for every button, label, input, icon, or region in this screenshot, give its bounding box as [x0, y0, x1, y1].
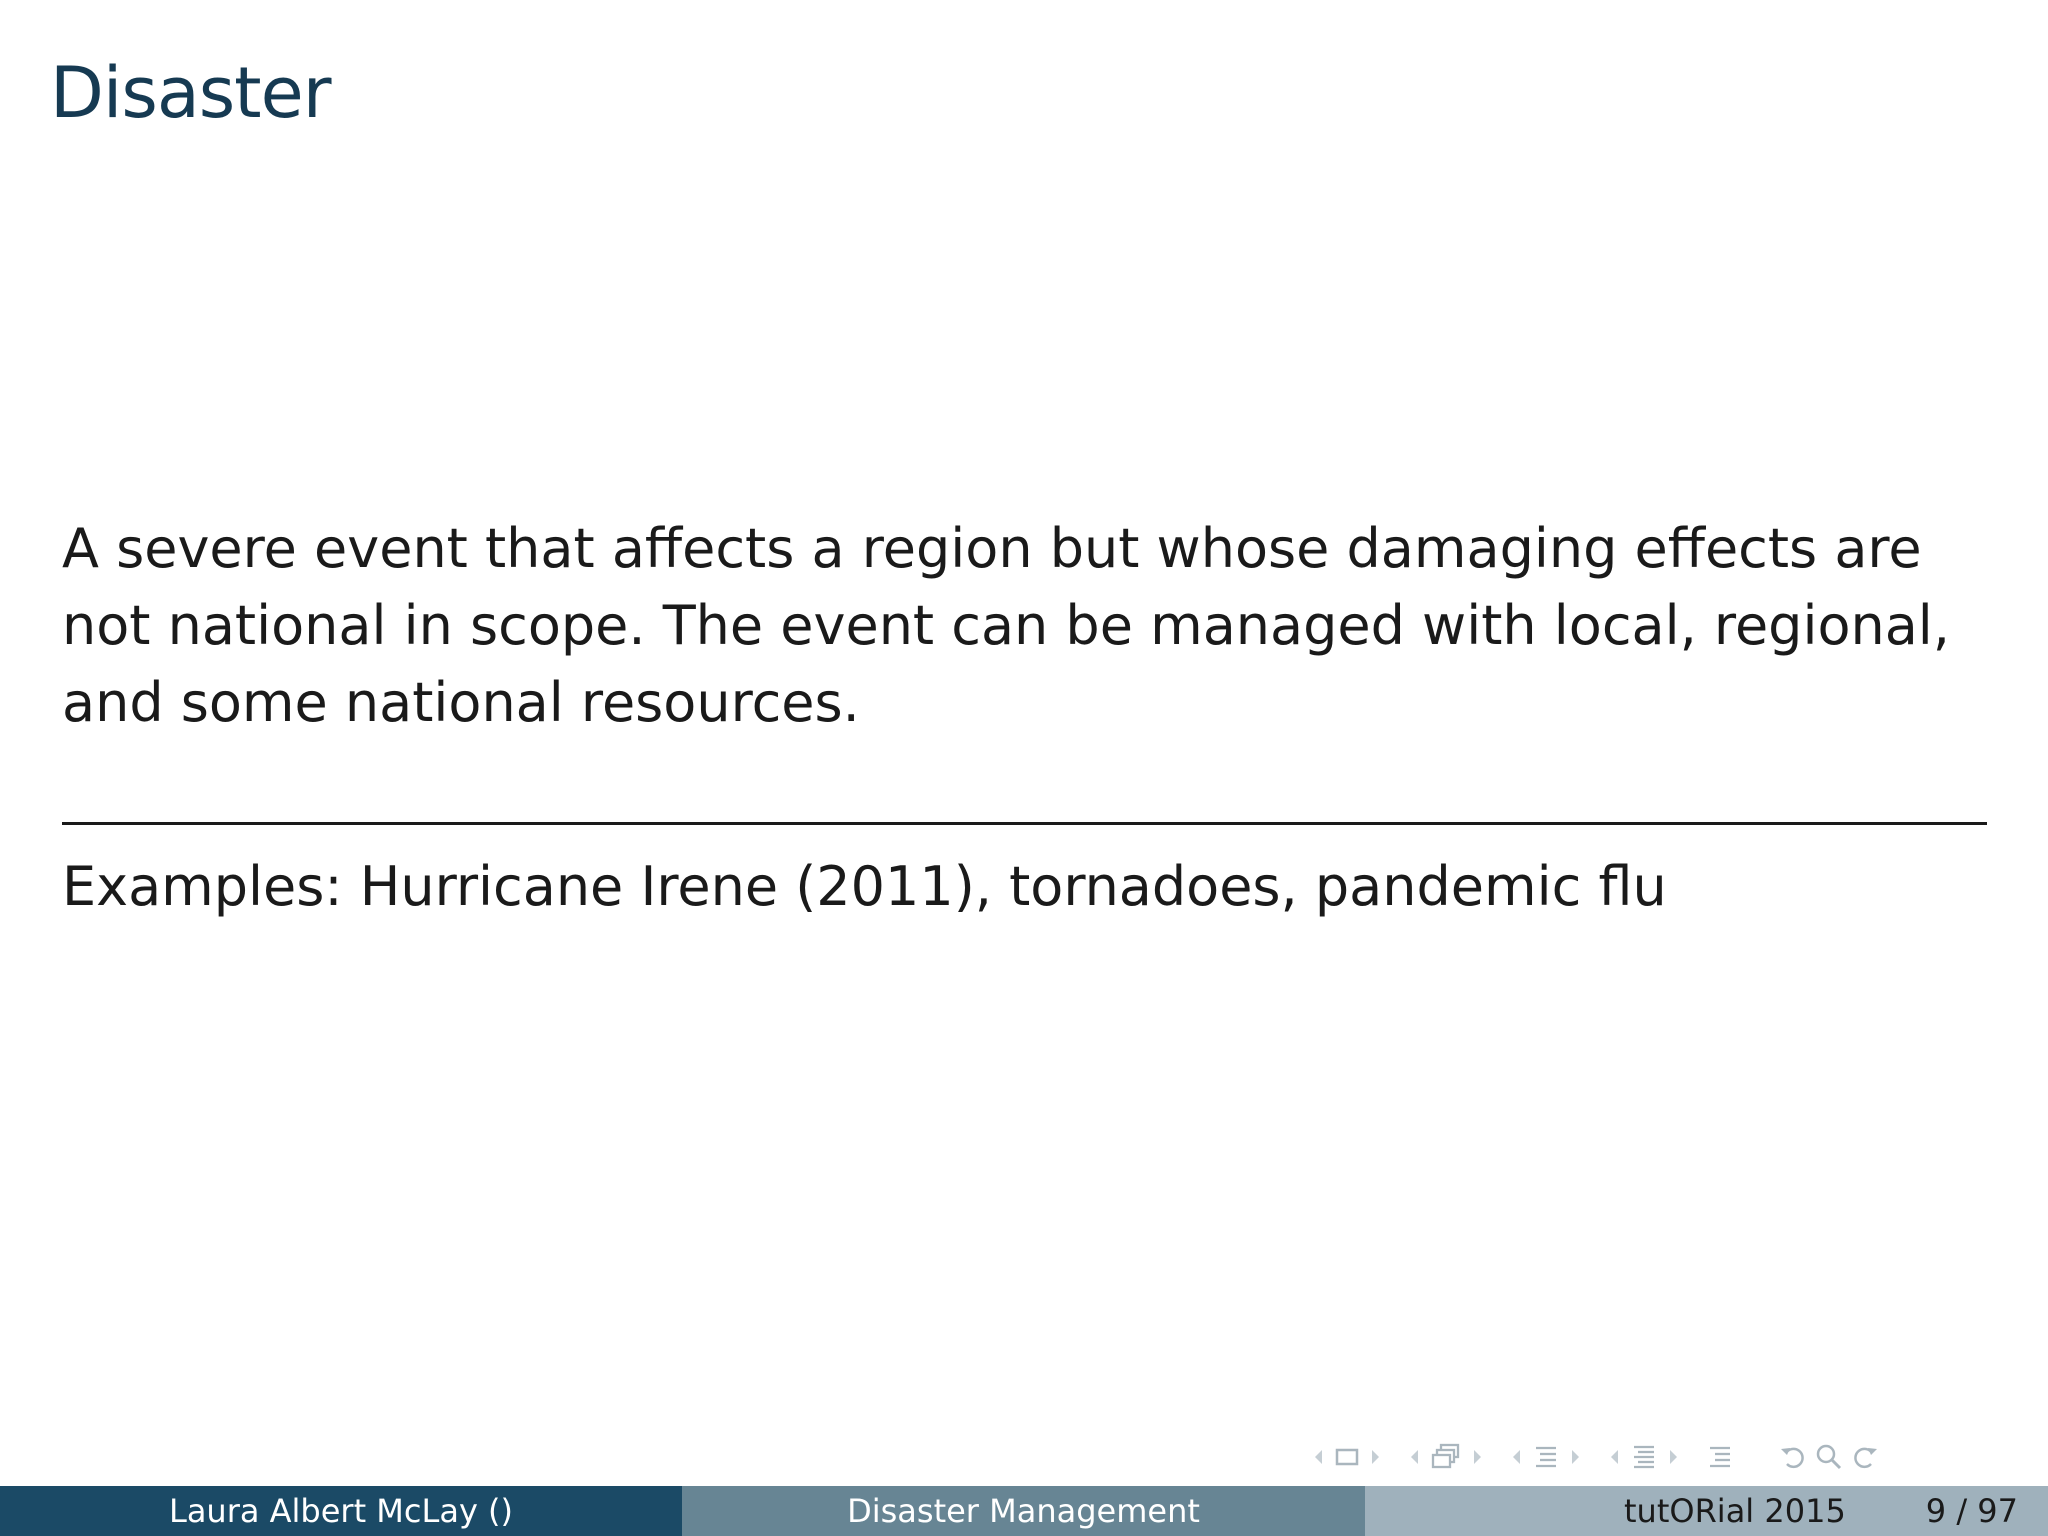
- nav-forward-icon[interactable]: [1850, 1442, 1880, 1472]
- nav-doc-group[interactable]: [1608, 1443, 1680, 1471]
- definition-text: A severe event that affects a region but whose damaging effects are not national in scope. The event can be managed with local, regional, and some national resources.: [62, 517, 1950, 734]
- nav-search-group[interactable]: [1778, 1442, 1880, 1472]
- nav-subsection-group[interactable]: [1408, 1443, 1484, 1471]
- footer-page-number: 9 / 97: [1925, 1492, 2018, 1530]
- nav-back-icon[interactable]: [1778, 1442, 1808, 1472]
- nav-subsection-icon[interactable]: [1430, 1443, 1462, 1471]
- footer: [0, 1486, 2048, 1536]
- examples-text: Examples: Hurricane Irene (2011), tornadoes, pandemic flu: [62, 855, 1667, 918]
- footer-presentation-title: Disaster Management: [682, 1486, 1365, 1536]
- nav-section-icon[interactable]: [1532, 1443, 1560, 1471]
- arrow-right-icon[interactable]: [1570, 1447, 1582, 1467]
- nav-frame-icon[interactable]: [1334, 1446, 1360, 1468]
- nav-align-group[interactable]: [1706, 1443, 1734, 1471]
- arrow-left-icon[interactable]: [1608, 1447, 1620, 1467]
- arrow-right-icon[interactable]: [1668, 1447, 1680, 1467]
- nav-section-group[interactable]: [1510, 1443, 1582, 1471]
- footer-event-name: tutORial 2015: [1624, 1492, 1846, 1530]
- nav-frame-group[interactable]: [1312, 1446, 1382, 1468]
- footer-author: Laura Albert McLay (): [0, 1486, 682, 1536]
- frame-title: Disaster: [50, 52, 331, 134]
- navigation-bar: [1312, 1440, 1880, 1474]
- nav-doc-icon[interactable]: [1630, 1443, 1658, 1471]
- nav-align-icon[interactable]: [1706, 1443, 1734, 1471]
- footer-event: [1365, 1486, 2048, 1536]
- arrow-left-icon[interactable]: [1312, 1447, 1324, 1467]
- arrow-left-icon[interactable]: [1510, 1447, 1522, 1467]
- arrow-right-icon[interactable]: [1370, 1447, 1382, 1467]
- nav-search-icon[interactable]: [1814, 1442, 1844, 1472]
- horizontal-rule: [62, 822, 1987, 825]
- arrow-right-icon[interactable]: [1472, 1447, 1484, 1467]
- arrow-left-icon[interactable]: [1408, 1447, 1420, 1467]
